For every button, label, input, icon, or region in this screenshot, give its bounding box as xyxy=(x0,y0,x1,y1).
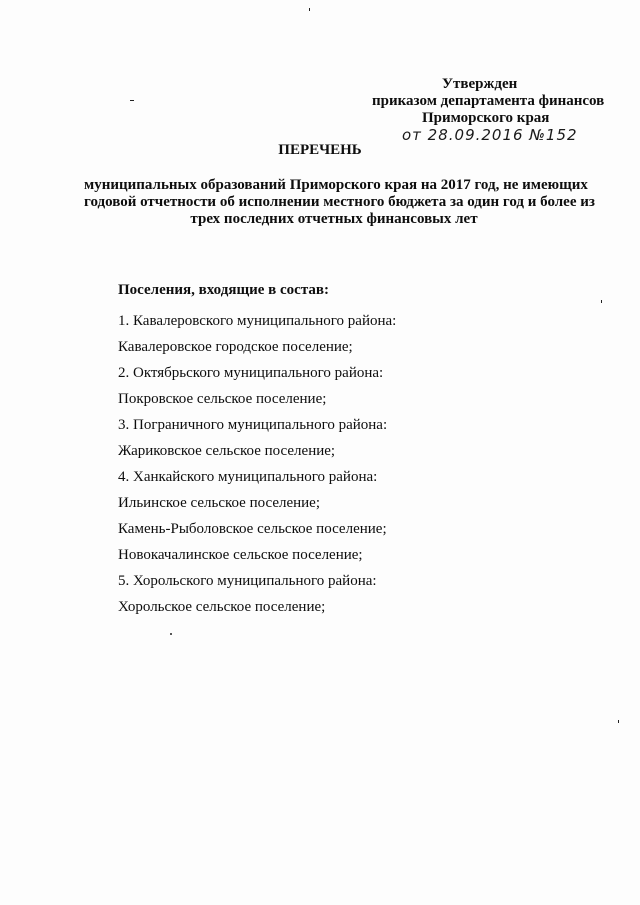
section-heading: Поселения, входящие в состав: xyxy=(118,282,329,298)
subtitle-line-2: годовой отчетности об исполнении местного бюджета за один год и более из xyxy=(84,194,595,210)
list-item: 4. Ханкайского муниципального района: xyxy=(118,469,378,485)
scan-speck xyxy=(601,300,602,303)
subtitle-line-3: трех последних отчетных финансовых лет xyxy=(190,211,478,227)
approval-line-region: Приморского края xyxy=(422,110,550,126)
list-item: 5. Хорольского муниципального района: xyxy=(118,573,377,589)
list-item: Жариковское сельское поселение; xyxy=(118,443,336,459)
list-item: Новокачалинское сельское поселение; xyxy=(118,547,363,563)
scan-speck xyxy=(618,720,619,723)
list-item: 2. Октябрьского муниципального района: xyxy=(118,365,384,381)
list-item: 3. Пограничного муниципального района: xyxy=(118,417,388,433)
list-item: 1. Кавалеровского муниципального района: xyxy=(118,313,397,329)
scan-speck xyxy=(309,8,310,11)
approval-stamp xyxy=(372,76,612,144)
list-item: Камень-Рыболовское сельское поселение; xyxy=(118,521,387,537)
list-item: Ильинское сельское поселение; xyxy=(118,495,321,511)
list-item: Кавалеровское городское поселение; xyxy=(118,339,353,355)
document-subtitle xyxy=(84,177,595,228)
subtitle-line-1: муниципальных образований Приморского края на 2017 год, не имеющих xyxy=(84,177,588,193)
list-item: Хорольское сельское поселение; xyxy=(118,599,326,615)
list-item: Покровское сельское поселение; xyxy=(118,391,327,407)
settlements-list xyxy=(118,308,558,620)
document-title: ПЕРЕЧЕНЬ xyxy=(278,142,362,158)
approval-line-approved: Утвержден xyxy=(442,76,518,92)
approval-line-order: приказом департамента финансов xyxy=(372,93,605,109)
scan-speck xyxy=(170,633,172,635)
approval-handwritten-date: от 28.09.2016 №152 xyxy=(402,126,578,144)
scan-speck xyxy=(130,100,134,101)
